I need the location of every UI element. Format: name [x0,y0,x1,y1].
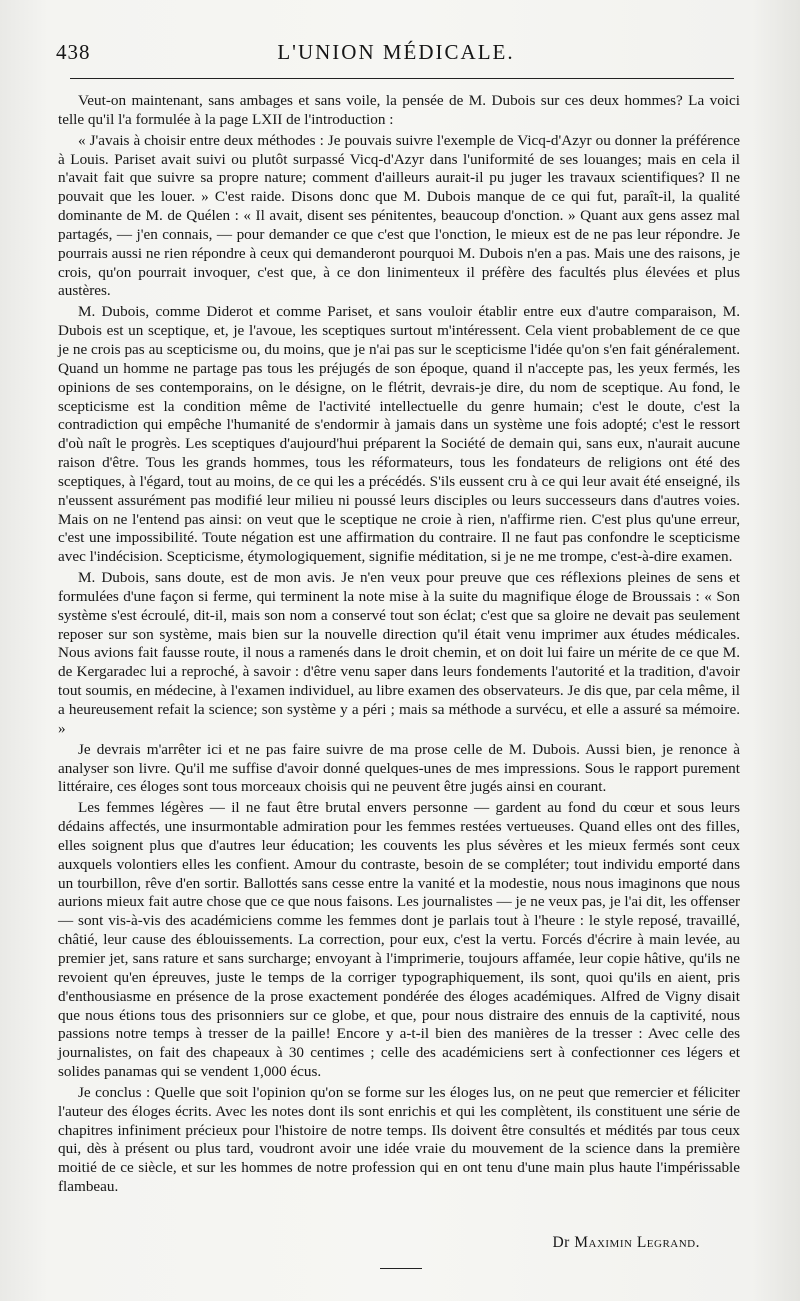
header-rule [70,78,734,79]
signature-title: Dr [552,1234,570,1251]
page-header [56,40,736,70]
end-rule [380,1268,422,1269]
paragraph: Je devrais m'arrêter ici et ne pas faire suivre de ma prose celle de M. Dubois. Aussi bien, je renonce à analyser son livre. Qu'il me suffise d'avoir donné quelques-unes de mes impressions. Sous le rapport purement littéraire, ces éloges sont tous morceaux choisis qui ne peuvent être jugés ainsi en courant. [58,740,740,796]
paragraph: Je conclus : Quelle que soit l'opinion qu'on se forme sur les éloges lus, on ne peut que remercier et féliciter l'auteur des éloges écrits. Avec les notes dont ils sont enrichis et qui les complètent, ils constituent une série de chapitres infiniment précieux pour l'histoire de notre temps. Ils doivent être consultés et médités par tous ceux qui, dès à présent ou plus tard, voudront avoir une idée vraie du mouvement de la science dans la première moitié de ce siècle, et sur les hommes de notre profession qui en ont tenu d'une main plus haute l'impérissable flambeau. [58,1083,740,1196]
author-signature [552,1234,700,1252]
journal-title: L'UNION MÉDICALE. [277,40,515,64]
signature-name: Maximin Legrand. [574,1234,700,1251]
article-body [58,92,740,1199]
paragraph: Les femmes légères — il ne faut être brutal envers personne — gardent au fond du cœur et sous leurs dédains affectés, une insurmontable admiration pour les femmes restées vertueuses. Quand elles ont des filles, elles soignent plus que d'autres leur éducation; les couvents les plus sévères et les mieux fermés sont ceux auxquels volontiers elles les confient. Amour du contraste, besoin de se compléter; tout individu emporté dans un tourbillon, rêve d'en sortir. Ballottés sans cesse entre la vanité et la modestie, nous nous imaginons que nous aurions mieux fait autre chose que ce que nous faisons. Les journalistes — je ne veux pas, je l'ai dit, les offenser — sont vis-à-vis des académiciens comme les femmes dont je parlais tout à l'heure : le style reposé, travaillé, châtié, leur cause des éblouissements. La correction, pour eux, c'est la vertu. Forcés d'écrire à main levée, au premier jet, sans rature et sans surcharge; envoyant à l'imprimerie, toujours affamée, leur copie hâtive, qu'ils ne revoient qu'en épreuves, juste le temps de la corriger typographiquement, ils sont, quoi qu'ils en aient, pris d'enthousiasme en présence de la prose exactement pondérée des éloges académiques. Alfred de Vigny disait que nous étions tous des prisonniers sur ce globe, et que, pour nous distraire des ennuis de la captivité, nous passions notre temps à tresser de la paille! Encore y a-t-il bien des manières de la tresser : Avec celle des journalistes, on fait des chapeaux à 30 centimes ; celle des académiciens sert à confectionner ces légers et solides panamas qui se vendent 1,000 écus. [58,799,740,1081]
paragraph: « J'avais à choisir entre deux méthodes : Je pouvais suivre l'exemple de Vicq-d'Azyr ou donner la préférence à Louis. Pariset avait suivi ou plutôt surpassé Vicq-d'Azyr dans l'uniformité de ses louanges; mais en cela il n'avait fait que suivre sa propre nature; comment d'ailleurs aurait-il pu juger les travaux scientifiques? Il ne pouvait que les louer. » C'est raide. Disons donc que M. Dubois manque de ce qui fut, paraît-il, la qualité dominante de M. de Quélen : « Il avait, disent ses pénitentes, beaucoup d'onction. » Quant aux gens assez mal partagés, — j'en connais, — pour demander ce que c'est que l'onction, le mieux est de ne pas leur répondre. Je pourrais aussi ne rien répondre à ceux qui demanderont pourquoi M. Dubois n'en a pas. Mais une des raisons, je crois, qu'on pourrait invoquer, c'est que, à ce don linimenteux il préfère des facultés plus élevées et plus austères. [58,131,740,300]
page-number: 438 [56,40,91,64]
paragraph: M. Dubois, comme Diderot et comme Pariset, et sans vouloir établir entre eux d'autre comparaison, M. Dubois est un sceptique, et, je l'avoue, les sceptiques surtout m'intéressent. Cela vient probablement de ce que je ne crois pas au scepticisme ou, du moins, que je n'ai pas sur le scepticisme l'idée qu'on s'en fait généralement. Quand un homme ne partage pas tous les préjugés de son époque, quand il n'accepte pas, les yeux fermés, les opinions de ses contemporains, on le désigne, on le flétrit, devrais-je dire, du nom de sceptique. Au fond, le scepticisme est la condition même de l'activité intellectuelle du genre humain; c'est le doute, c'est la contradiction qui empêche l'humanité de s'endormir à jamais dans un système une fois adopté; c'est le ressort d'où naît le progrès. Les sceptiques d'aujourd'hui préparent la Société de demain qui, sans eux, n'aurait aucune raison d'être. Tous les grands hommes, tous les réformateurs, tous les fondateurs de religions ont été des sceptiques, à l'égard, tout au moins, de ce qui les a précédés. S'ils eussent cru à ce qui leur avait été enseigné, ils n'eussent assurément pas modifié leur milieu ni poussé leurs disciples ou leurs successeurs dans d'autres voies. Mais on ne l'entend pas ainsi: on veut que le sceptique ne croie à rien, n'affirme rien. C'est plus qu'une erreur, c'est une impossibilité. Toute négation est une affirmation du contraire. Il ne faut pas confondre le scepticisme avec l'indécision. Scepticisme, étymologiquement, signifie méditation, si je ne me trompe, c'est-à-dire examen. [58,303,740,566]
paragraph: Veut-on maintenant, sans ambages et sans voile, la pensée de M. Dubois sur ces deux hommes? La voici telle qu'il l'a formulée à la page LXII de l'introduction : [58,92,740,128]
paragraph: M. Dubois, sans doute, est de mon avis. Je n'en veux pour preuve que ces réflexions pleines de sens et formulées d'une façon si ferme, qui terminent la note mise à la suite du magnifique éloge de Broussais : « Son système s'est écroulé, dit-il, mais son nom a conservé tout son éclat; c'est que sa gloire ne devait pas seulement reposer sur son système, mais bien sur la nouvelle direction qu'il était venu imprimer aux études médicales. Nous avions fait fausse route, il nous a ramenés dans le droit chemin, et on doit lui faire un mérite de ce que M. de Kergaradec lui a reproché, à savoir : d'être venu saper dans leurs fondements l'autorité et la tradition, d'avoir tout soumis, en médecine, à l'examen individuel, au libre examen des observateurs. Je dis que, par cela même, il a heureusement refait la science; son système y a péri ; mais sa méthode a survécu, et elle a assuré sa mémoire. » [58,569,740,737]
